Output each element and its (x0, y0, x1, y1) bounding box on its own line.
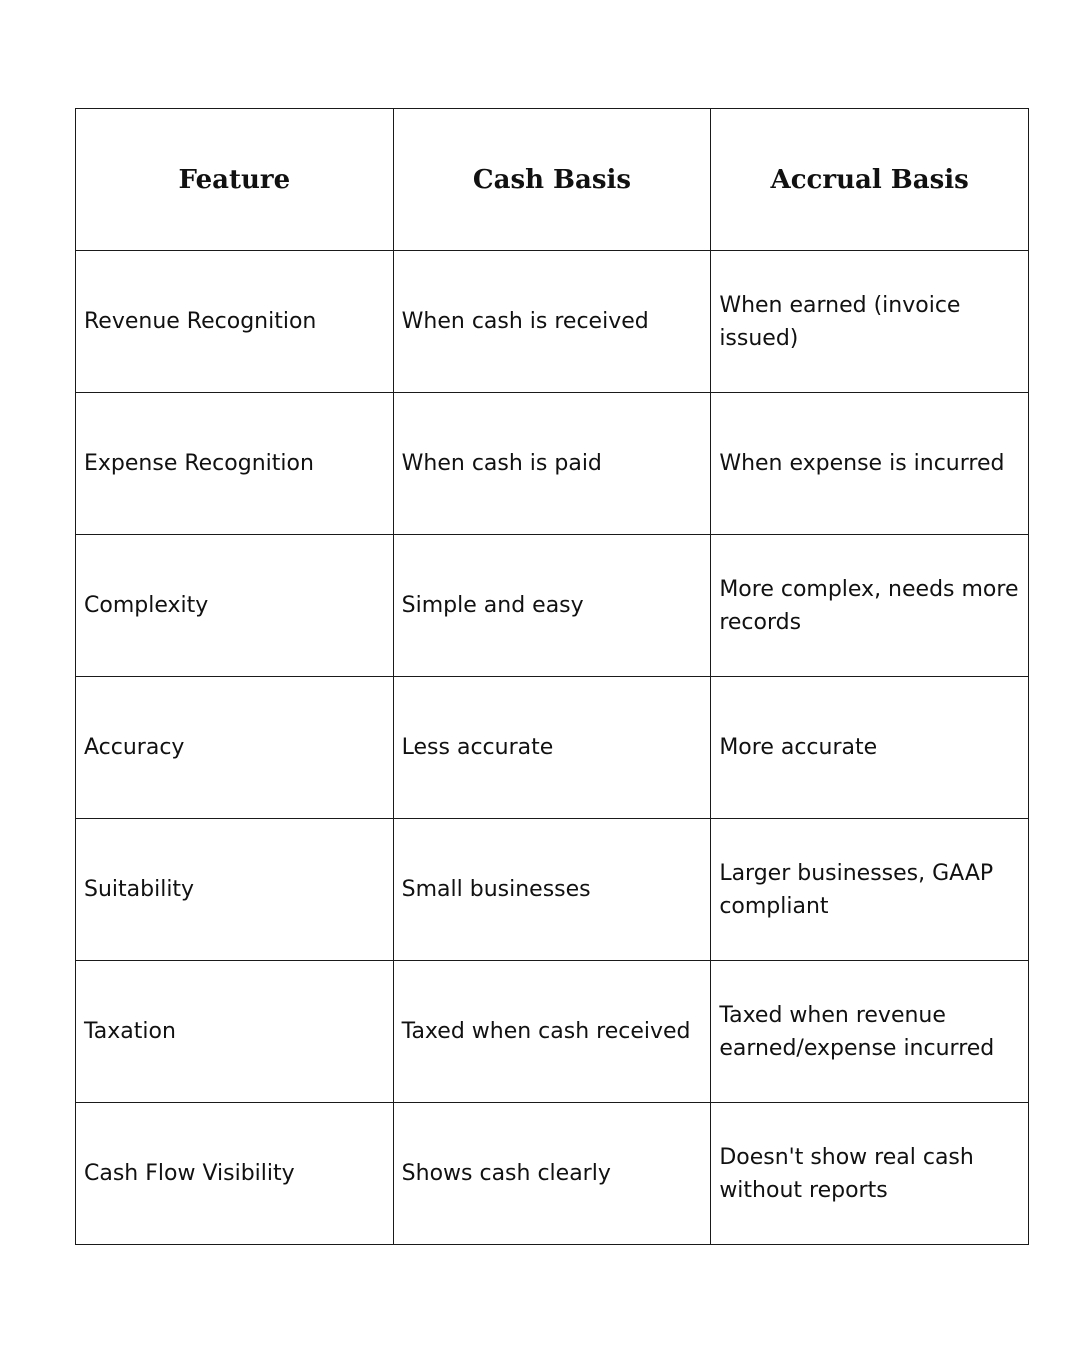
accrual-basis-cell: When expense is incurred (711, 393, 1029, 535)
feature-cell: Suitability (76, 819, 394, 961)
table-row (76, 819, 1029, 961)
feature-cell: Complexity (76, 535, 394, 677)
header-row (76, 109, 1029, 251)
table-row (76, 677, 1029, 819)
accrual-basis-cell: More complex, needs more records (711, 535, 1029, 677)
table-row (76, 1103, 1029, 1245)
accrual-basis-cell: Taxed when revenue earned/expense incurred (711, 961, 1029, 1103)
cash-basis-cell: When cash is paid (393, 393, 711, 535)
cash-basis-cell: Less accurate (393, 677, 711, 819)
cash-basis-cell: Shows cash clearly (393, 1103, 711, 1245)
comparison-table (75, 108, 1029, 1245)
accrual-basis-cell: Doesn't show real cash without reports (711, 1103, 1029, 1245)
feature-cell: Cash Flow Visibility (76, 1103, 394, 1245)
feature-cell: Revenue Recognition (76, 251, 394, 393)
header-cash-basis: Cash Basis (393, 109, 711, 251)
feature-cell: Accuracy (76, 677, 394, 819)
accrual-basis-cell: Larger businesses, GAAP compliant (711, 819, 1029, 961)
feature-cell: Taxation (76, 961, 394, 1103)
cash-basis-cell: When cash is received (393, 251, 711, 393)
feature-cell: Expense Recognition (76, 393, 394, 535)
cash-basis-cell: Taxed when cash received (393, 961, 711, 1103)
accrual-basis-cell: When earned (invoice issued) (711, 251, 1029, 393)
table-row (76, 251, 1029, 393)
cash-basis-cell: Simple and easy (393, 535, 711, 677)
header-feature: Feature (76, 109, 394, 251)
cash-basis-cell: Small businesses (393, 819, 711, 961)
table-row (76, 961, 1029, 1103)
table-row (76, 393, 1029, 535)
table-row (76, 535, 1029, 677)
header-accrual-basis: Accrual Basis (711, 109, 1029, 251)
accrual-basis-cell: More accurate (711, 677, 1029, 819)
